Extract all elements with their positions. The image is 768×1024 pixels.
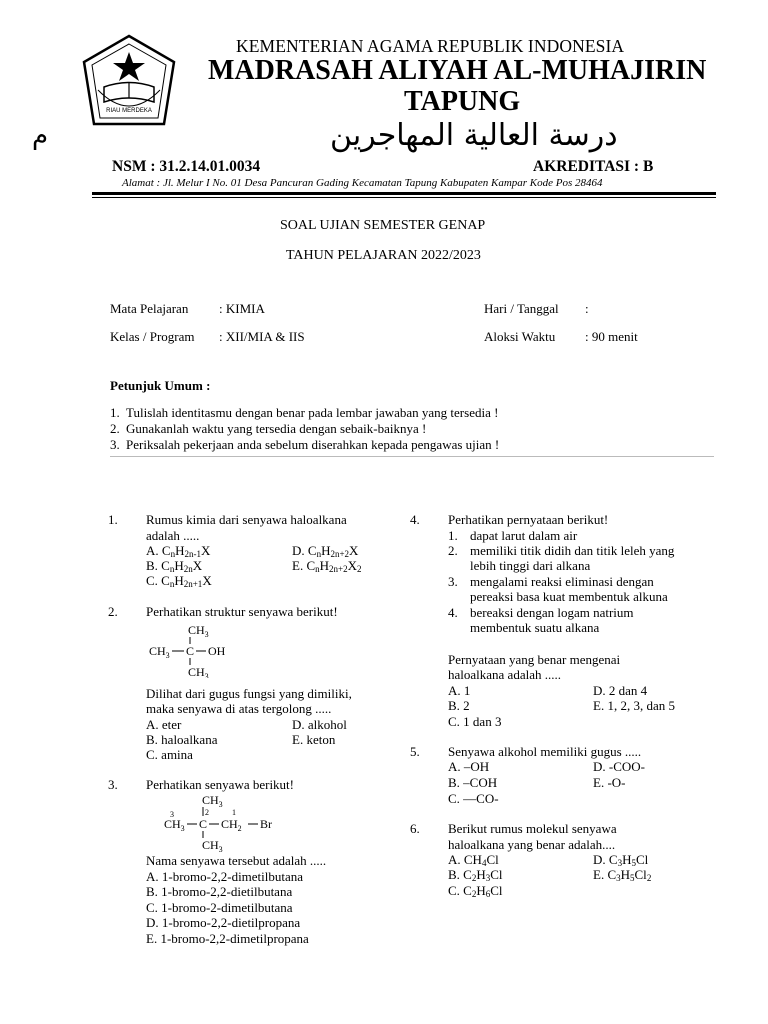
structure-tert-butanol	[146, 622, 256, 678]
svg-text:CH3: $CH_3$	[188, 623, 209, 639]
svg-text:CH3: $CH_3$	[164, 817, 185, 833]
option-b: B. haloalkana	[146, 732, 218, 747]
option-b: B. 2	[448, 698, 470, 713]
svg-text:CH3: $CH_3$	[149, 644, 170, 660]
exam-year: TAHUN PELAJARAN 2022/2023	[286, 248, 481, 263]
subject-label: Mata Pelajaran	[110, 301, 189, 316]
option-d: D. -COO-	[593, 759, 645, 774]
svg-text:1: 1	[232, 808, 236, 817]
statement-3: 3. mengalami reaksi eliminasi dengan	[448, 574, 654, 589]
time-label: Aloksi Waktu	[484, 329, 556, 344]
question-1: 1. Rumus kimia dari senyawa haloalkana adalah ..... A. $C_nH_{2n-1}X$ B. $C_nH_{2n}X$ C. $C_nH_{2n+1}X$ D. $C_nH_{2n+2}X$ E. $C_nH_{2n+2}X_2$	[108, 512, 362, 589]
ministry-name: KEMENTERIAN AGAMA REPUBLIK INDONESIA	[236, 36, 625, 56]
question-6: 6. Berikut rumus molekul senyawa haloalkana yang benar adalah.... A. $CH_4Cl$ B. $C_2H_3Cl$ C. $C_2H_6Cl$ D. $C_3H_5Cl$ E. $C_3H_5Cl_2$	[410, 821, 652, 899]
option-d: D. alkohol	[292, 717, 347, 732]
school-town: TAPUNG	[404, 86, 521, 117]
instructions-heading: Petunjuk Umum :	[110, 378, 211, 393]
option-c: C. amina	[146, 747, 193, 762]
option-a: A. –OH	[448, 759, 490, 774]
option-e: E. 1-bromo-2,2-dimetilpropana	[146, 931, 309, 946]
option-b: B. $C_2H_3Cl$	[448, 867, 503, 883]
svg-text:C: C	[186, 644, 195, 658]
option-c: C. 1 dan 3	[448, 714, 502, 729]
option-e: E. $C_nH_{2n+2}X_2$	[292, 558, 362, 574]
option-c: C. —CO-	[448, 791, 499, 806]
header-rule-thick	[92, 192, 716, 195]
svg-text:2: 2	[205, 808, 209, 817]
option-e: E. keton	[292, 732, 336, 747]
arabic-edge-letter: م	[32, 121, 49, 151]
exam-title: SOAL UJIAN SEMESTER GENAP	[280, 218, 486, 233]
subject-value: : KIMIA	[219, 301, 265, 316]
day-value: :	[585, 301, 589, 316]
section-divider	[110, 456, 714, 457]
option-d: D. $C_3H_5Cl$	[593, 852, 649, 868]
question-5: 5. Senyawa alkohol memiliki gugus ..... A. –OH B. –COH C. —CO- D. -COO- E. -O-	[410, 744, 645, 806]
school-address: Alamat : Jl. Melur I No. 01 Desa Pancuran Gading Kecamatan Tapung Kabupaten Kampar Kode Pos 28464	[122, 177, 603, 189]
instruction-item: 2. Gunakanlah waktu yang tersedia dengan sebaik-baiknya !	[110, 421, 427, 436]
instructions-list	[110, 405, 499, 453]
option-d: D. 1-bromo-2,2-dietilpropana	[146, 915, 301, 930]
svg-text:3: 3	[170, 810, 174, 819]
instruction-item: 3. Periksalah pekerjaan anda sebelum diserahkan kepada pengawas ujian !	[110, 437, 500, 452]
question-4: 4. Perhatikan pernyataan berikut! 1. dapat larut dalam air 2. memiliki titik didih dan titik leleh yang lebih tinggi dari alkana 3. mengalami reaksi eliminasi dengan pereaksi basa kuat membentuk alkuna 4. bereaksi dengan logam natrium membentuk suatu alkana Pernyataan yang benar mengenai haloalkana adalah ..... A. 1 B. 2 C. 1 dan 3 D. 2 dan 4 E. 1, 2, 3, dan 5	[410, 512, 675, 729]
option-e: E. 1, 2, 3, dan 5	[593, 698, 675, 713]
question-3: 3. Perhatikan senyawa berikut! $CH_3$ 2 1 3 $CH_3$ C $CH_2$ Br $CH_3$ Nama senyawa tersebut adalah ..... A. 1-bromo-2,2-dimetilbutana B. 1-bromo-2,2-dietilbutana C. 1-bromo-2-dimetilbutana D. 1-bromo-2,2-dietilpropana E. 1-bromo-2,2-dimetilpropana	[108, 777, 327, 946]
school-name: MADRASAH ALIYAH AL-MUHAJIRIN	[208, 55, 707, 86]
option-c: C. 1-bromo-2-dimetilbutana	[146, 900, 293, 915]
arabic-school-name: درسة العالية المهاجرين	[330, 118, 618, 153]
day-label: Hari / Tanggal	[484, 301, 559, 316]
svg-text:CH2: $CH_2$	[221, 817, 242, 833]
svg-text:RIAU MERDEKA: RIAU MERDEKA	[106, 108, 152, 114]
option-b: B. $C_nH_{2n}X$	[146, 558, 203, 574]
class-label: Kelas / Program	[110, 329, 195, 344]
option-e: E. $C_3H_5Cl_2$	[593, 867, 652, 883]
instruction-item: 1. Tulislah identitasmu dengan benar pada lembar jawaban yang tersedia !	[110, 405, 499, 420]
option-c: C. $C_nH_{2n+1}X$	[146, 573, 212, 589]
structure-bromo-compound	[160, 792, 300, 852]
option-b: B. 1-bromo-2,2-dietilbutana	[146, 884, 293, 899]
accreditation: AKREDITASI : B	[533, 158, 654, 175]
option-c: C. $C_2H_6Cl$	[448, 883, 503, 899]
option-e: E. -O-	[593, 775, 626, 790]
header-rule-thin	[92, 197, 716, 198]
option-b: B. –COH	[448, 775, 498, 790]
school-logo	[78, 32, 180, 132]
option-a: A. 1	[448, 683, 471, 698]
option-d: D. 2 dan 4	[593, 683, 648, 698]
svg-text:CH3: $CH_3$	[188, 665, 209, 678]
option-a: A. $C_nH_{2n-1}X$	[146, 543, 211, 559]
svg-text:CH3: $CH_3$	[202, 838, 223, 852]
option-d: D. $C_nH_{2n+2}X$	[292, 543, 359, 559]
statement-2: 2. memiliki titik didih dan titik leleh yang	[448, 543, 675, 558]
nsm-number: NSM : 31.2.14.01.0034	[112, 158, 261, 175]
time-value: : 90 menit	[585, 329, 638, 344]
statement-1: 1. dapat larut dalam air	[448, 528, 578, 543]
question-2: 2. Perhatikan struktur senyawa berikut! $CH_3$ $CH_3$ C OH $CH_3$ Dilihat dari gugus fungsi yang dimiliki, maka senyawa di atas tergolong ..... A. eter B. haloalkana C. amina D. alkohol E. keton	[108, 604, 352, 762]
svg-text:CH3: $CH_3$	[202, 793, 223, 809]
svg-text:OH: OH	[208, 644, 226, 658]
svg-text:C: C	[199, 817, 208, 831]
option-a: A. $CH_4Cl$	[448, 852, 499, 868]
option-a: A. eter	[146, 717, 182, 732]
svg-text:Br: Br	[260, 817, 272, 831]
statement-4: 4. bereaksi dengan logam natrium	[448, 605, 634, 620]
class-value: : XII/MIA & IIS	[219, 329, 305, 344]
option-a: A. 1-bromo-2,2-dimetilbutana	[146, 869, 304, 884]
